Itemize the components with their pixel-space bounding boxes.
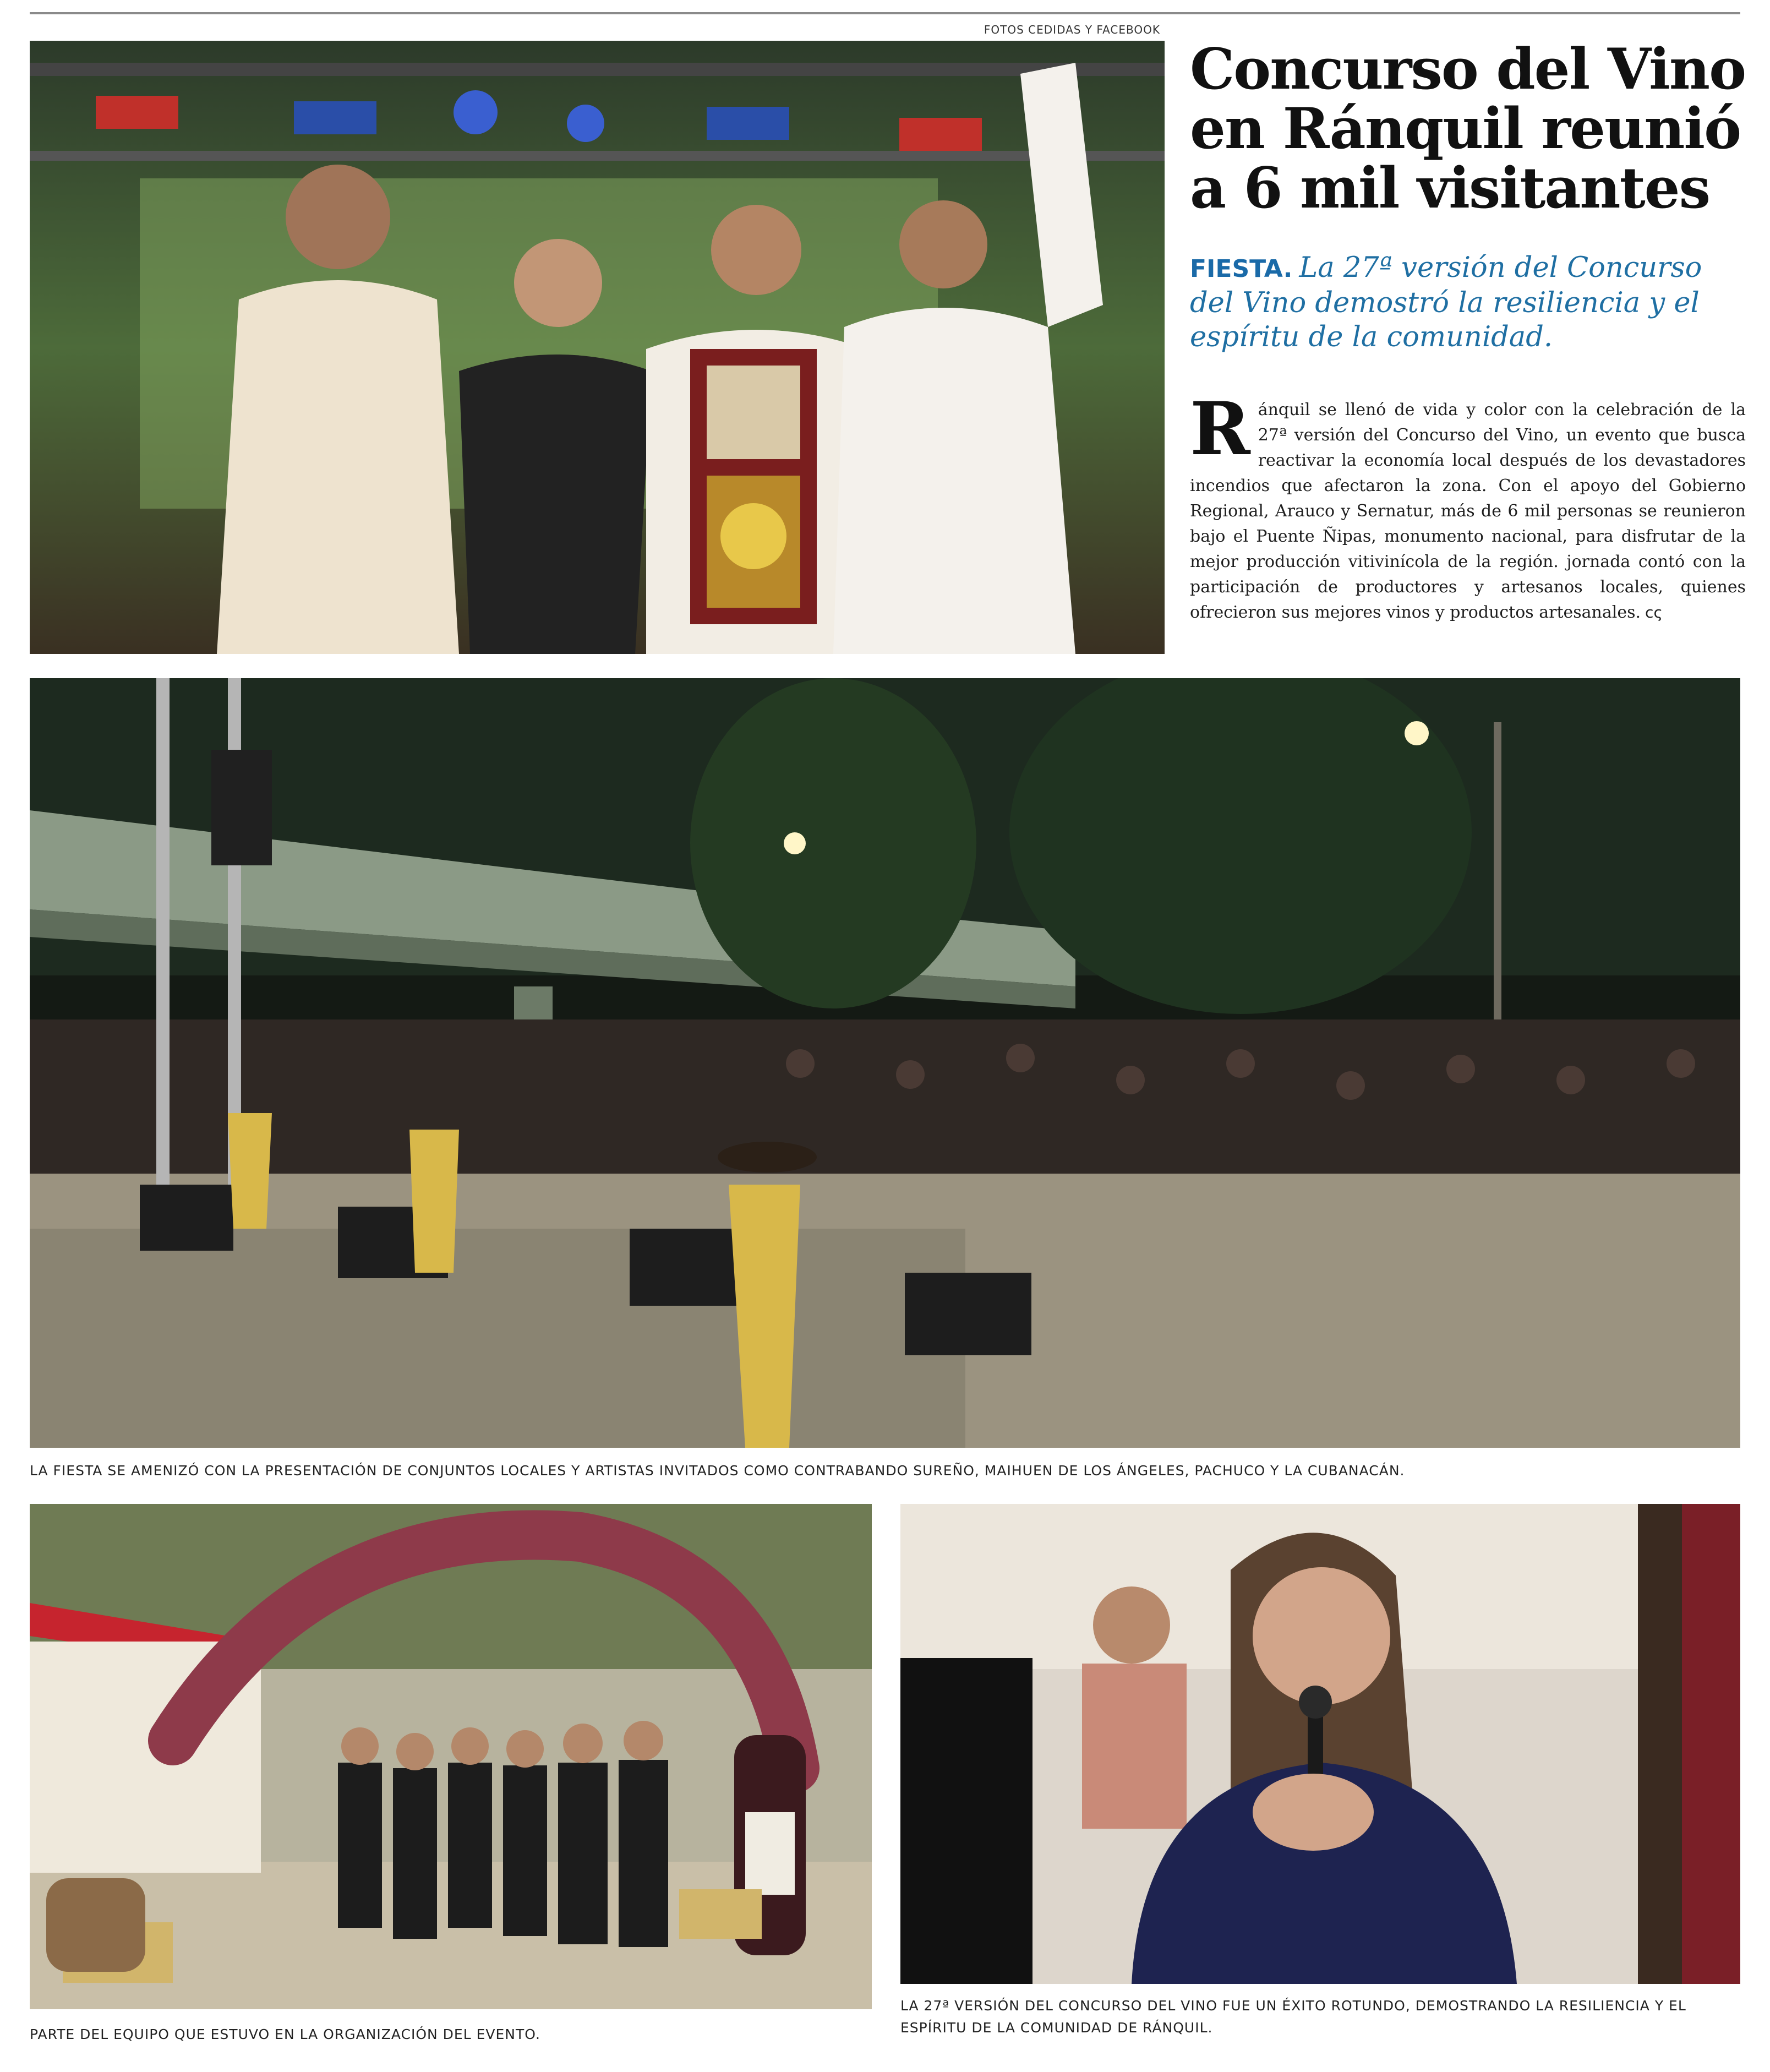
concert-photo-illustration	[30, 678, 1740, 1448]
speaker-photo	[900, 1504, 1740, 1984]
award-photo-illustration	[30, 41, 1165, 654]
deck-text: La 27ª versión del Concurso del Vino demostró la resiliencia y el espíritu de la comunidad.	[1190, 252, 1702, 353]
award-photo	[30, 41, 1165, 654]
team-caption: PARTE DEL EQUIPO QUE ESTUVO EN LA ORGANIZACIÓN DEL EVENTO.	[30, 2026, 540, 2042]
team-photo	[30, 1504, 872, 2009]
team-photo-illustration	[30, 1504, 872, 2009]
drop-cap: R	[1190, 386, 1250, 472]
concert-photo	[30, 678, 1740, 1448]
photo-credit: FOTOS CEDIDAS Y FACEBOOK	[984, 23, 1160, 36]
speaker-photo-illustration	[900, 1504, 1740, 1984]
article-body-text: ánquil se llenó de vida y color con la celebración de la 27ª versión del Concurso del Vino, un evento que busca reactivar la economía local después de los devastadores incendios que afectaron la zona. Con el apoyo del Gobierno Regional, Arauco y Sernatur, más de 6 mil personas se reunieron bajo el Puente Ñipas, monumento nacional, para disfrutar de la mejor producción vitivinícola de la región. jornada contó con la participación de productores y artesanos locales, quienes ofrecieron sus mejores vinos y productos artesanales.	[1190, 400, 1746, 622]
concert-caption: LA FIESTA SE AMENIZÓ CON LA PRESENTACIÓN DE CONJUNTOS LOCALES Y ARTISTAS INVITADOS COMO CONTRABANDO SUREÑO, MAIHUEN DE LOS ÁNGELES, PACHUCO Y LA CUBANACÁN.	[30, 1463, 1405, 1479]
end-mark-icon: ϲς	[1645, 603, 1663, 621]
speaker-caption: LA 27ª VERSIÓN DEL CONCURSO DEL VINO FUE UN ÉXITO ROTUNDO, DEMOSTRANDO LA RESILIENCIA Y EL ESPÍRITU DE LA COMUNIDAD DE RÁNQUIL.	[900, 1998, 1686, 2036]
deck-kicker: FIESTA.	[1190, 255, 1293, 283]
top-rule	[30, 12, 1740, 14]
headline: Concurso del Vino en Ránquil reunió a 6 mil visitantes	[1190, 36, 1746, 221]
article-body	[1190, 386, 1746, 625]
deck	[1190, 251, 1746, 355]
